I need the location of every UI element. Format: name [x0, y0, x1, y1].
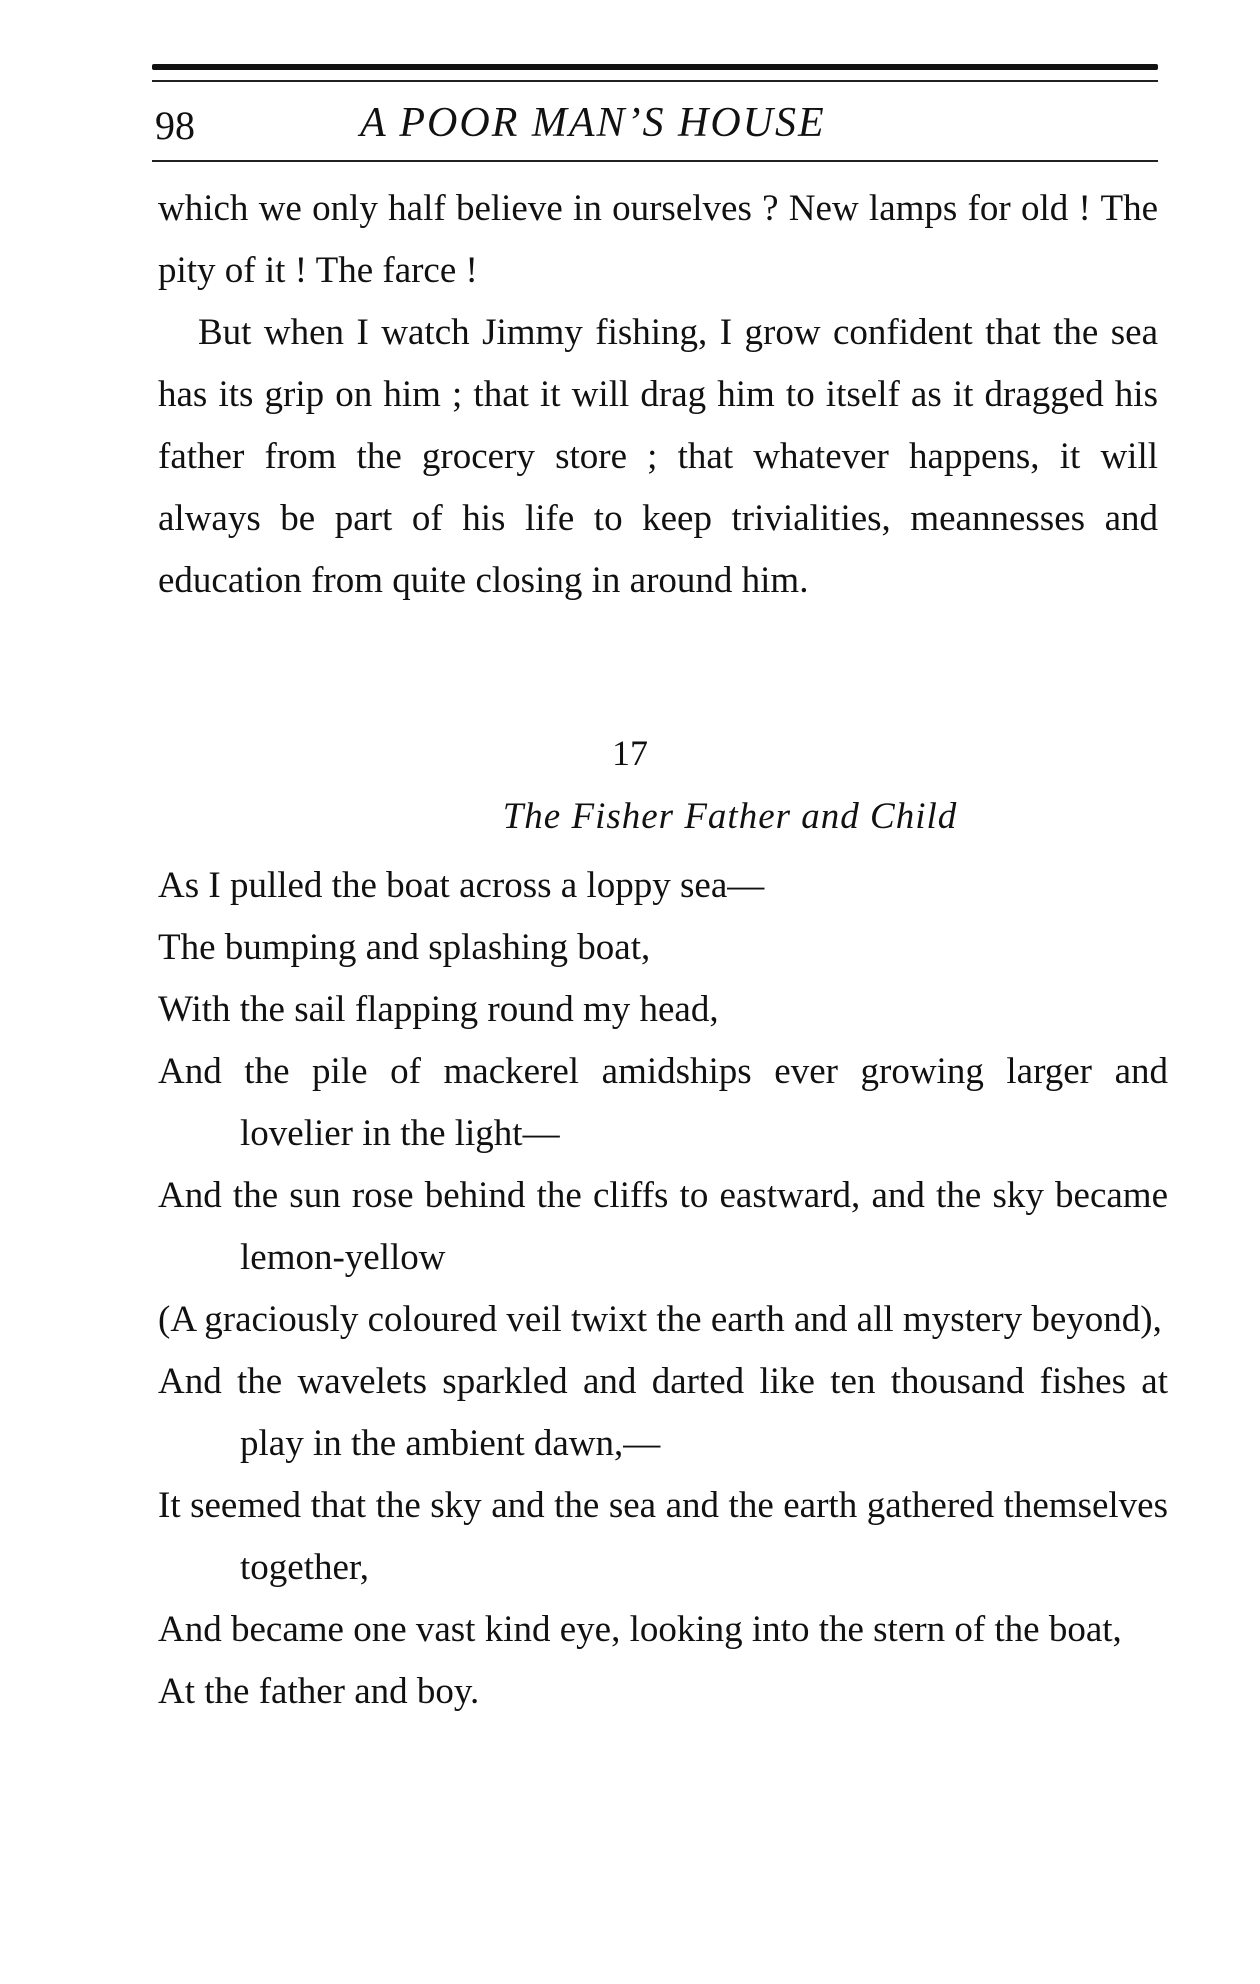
poem-line: And the wavelets sparkled and darted like ten thousand fishes at play in the ambient dawn,— [158, 1361, 1168, 1464]
poem-line: As I pulled the boat across a loppy sea— [158, 865, 765, 906]
header-top-rule [152, 80, 1158, 82]
poem-line: It seemed that the sky and the sea and the earth gathered themselves together, [158, 1485, 1168, 1588]
poem-line: And the pile of mackerel amidships ever growing larger and lovelier in the light— [158, 1051, 1168, 1154]
prose-paragraph: But when I watch Jimmy fishing, I grow confident that the sea has its grip on him ; that it will drag him to itself as it dragged his father from the grocery store ; that whatever happens, it will always be part of his life to keep trivialities, meannesses and education from quite closing in around him. [158, 312, 1158, 601]
poem-line: And the sun rose behind the cliffs to eastward, and the sky became lemon-yellow [158, 1175, 1168, 1278]
section-number: 17 [612, 733, 648, 773]
running-title: A POOR MAN’S HOUSE [360, 100, 826, 146]
page-number: 98 [155, 103, 195, 148]
poem-line: With the sail flapping round my head, [158, 989, 719, 1030]
prose-paragraph: which we only half believe in ourselves ? New lamps for old ! The pity of it ! The farce ! [158, 188, 1158, 291]
poem-line: At the father and boy. [158, 1671, 480, 1712]
poem-line: The bumping and splashing boat, [158, 927, 651, 968]
poem-title: The Fisher Father and Child [502, 796, 958, 837]
header-heavy-rule [152, 64, 1158, 70]
poem-line: And became one vast kind eye, looking into the stern of the boat, [158, 1609, 1122, 1650]
poem-body [158, 855, 1168, 1723]
poem-line: (A graciously coloured veil twixt the earth and all mystery beyond), [158, 1299, 1162, 1340]
header-bottom-rule [152, 160, 1158, 162]
prose-body [158, 178, 1158, 612]
